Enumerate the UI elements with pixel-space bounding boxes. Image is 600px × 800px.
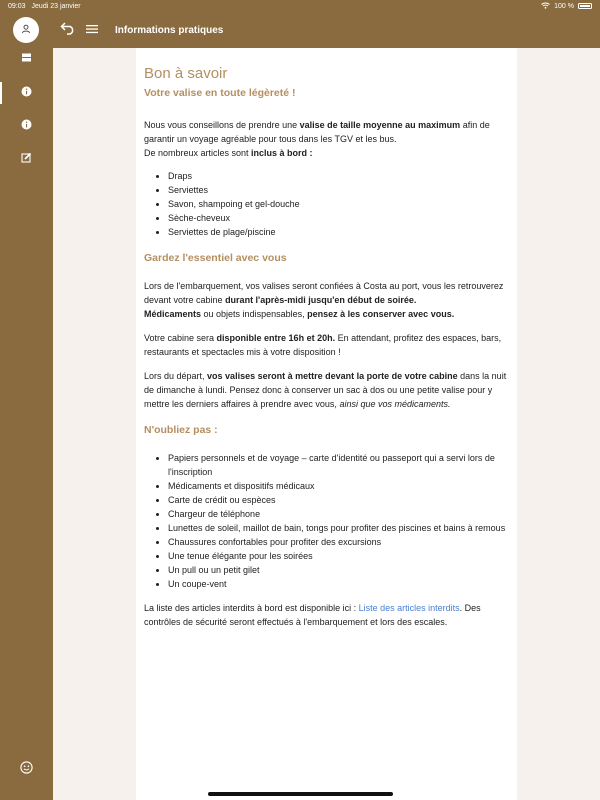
smiley-icon — [20, 761, 33, 779]
status-bar — [0, 0, 600, 12]
bold-text: pensez à les conserver avec vous. — [307, 309, 455, 319]
paragraph-cabine — [144, 331, 509, 359]
bold-text: Médicaments — [144, 309, 202, 319]
forbidden-items-link[interactable]: Liste des articles interdits — [358, 603, 460, 613]
sidebar-item-info-active[interactable] — [18, 85, 34, 101]
list-item: • Chargeur de téléphone — [168, 507, 509, 521]
list-item: • Sèche-cheveux — [168, 211, 509, 225]
text-span: De nombreux articles sont — [144, 148, 252, 158]
back-button[interactable] — [58, 20, 78, 40]
sidebar-item-layers[interactable] — [18, 51, 34, 67]
sidebar-item-edit[interactable] — [18, 151, 34, 167]
layers-icon — [21, 50, 32, 68]
list-item: • Lunettes de soleil, maillot de bain, tongs pour profiter des piscines et bains à remous — [168, 521, 509, 535]
info-icon — [21, 84, 32, 102]
top-bar — [53, 12, 600, 48]
list-item: • Un pull ou un petit gilet — [168, 563, 509, 577]
hamburger-icon — [86, 21, 98, 39]
page-title: Informations pratiques — [115, 24, 224, 36]
bold-text: disponible entre 16h et 20h. — [216, 333, 336, 343]
text-span: Nous vous conseillons de prendre une — [144, 120, 300, 130]
article-title: Bon à savoir — [144, 65, 228, 82]
bold-text: durant l'après-midi jusqu'en début de soirée. — [225, 295, 417, 305]
paragraph-embarquement — [144, 279, 509, 321]
status-time: 09:03 — [8, 2, 26, 10]
status-date: Jeudi 23 janvier — [31, 2, 81, 10]
paragraph-interdits — [144, 601, 509, 629]
section-heading-essentiel: Gardez l'essentiel avec vous — [144, 252, 287, 264]
paragraph-depart — [144, 369, 509, 411]
menu-button[interactable] — [84, 22, 100, 38]
battery-icon — [578, 3, 592, 9]
info-icon — [21, 117, 32, 135]
active-indicator — [0, 82, 2, 104]
list-item: • Une tenue élégante pour les soirées — [168, 549, 509, 563]
list-item: • Carte de crédit ou espèces — [168, 493, 509, 507]
section-heading-oubliez: N'oubliez pas : — [144, 424, 218, 436]
checklist — [144, 451, 509, 591]
home-indicator[interactable] — [208, 792, 393, 796]
battery-level: 100 % — [554, 2, 574, 10]
sidebar — [0, 0, 53, 800]
user-icon — [21, 21, 31, 39]
text-span: Votre cabine sera — [144, 333, 217, 343]
bold-text: vos valises seront à mettre devant la porte de votre cabine — [207, 371, 458, 381]
text-span: afin de garantir un voyage agréable pour tous dans les TGV et les bus. — [144, 120, 490, 144]
back-arrow-icon — [60, 21, 76, 40]
list-item: • Savon, shampoing et gel-douche — [168, 197, 509, 211]
list-item: • Serviettes de plage/piscine — [168, 225, 509, 239]
text-span: dans la nuit de dimanche à lundi. Pensez donc à conserver un sac à dos ou une petite valise pour y mettre les derniers affaires à prendre avec vous, — [144, 371, 507, 409]
edit-icon — [21, 150, 32, 168]
sidebar-item-info[interactable] — [18, 118, 34, 134]
text-span: La liste des articles interdits à bord est disponible ici : — [144, 603, 359, 613]
text-span: ou objets indispensables, — [201, 309, 308, 319]
bold-text: valise de taille moyenne au maximum — [299, 120, 461, 130]
text-span: Lors de l'embarquement, vos valises seront confiées à Costa au port, vous les retrouverez devant votre cabine — [144, 281, 504, 305]
list-item: • Draps — [168, 169, 509, 183]
section-heading-valise: Votre valise en toute légèreté ! — [144, 87, 296, 99]
wifi-icon — [541, 2, 550, 11]
user-avatar-button[interactable] — [13, 17, 39, 43]
list-item: • Médicaments et dispositifs médicaux — [168, 479, 509, 493]
included-items-list — [144, 169, 509, 239]
list-item: • Chaussures confortables pour profiter des excursions — [168, 535, 509, 549]
text-span: . Des contrôles de sécurité seront effectués à l'embarquement et lors des escales. — [144, 603, 481, 627]
italic-text: ainsi que vos médicaments. — [339, 399, 451, 409]
list-item: • Papiers personnels et de voyage – carte d'identité ou passeport qui a servi lors de l'inscription — [168, 451, 509, 479]
sidebar-item-feedback[interactable] — [18, 762, 34, 778]
paragraph-valise — [144, 118, 509, 160]
text-span: En attendant, profitez des espaces, bars, restaurants et spectacles mis à votre disposition ! — [144, 333, 502, 357]
bold-text: inclus à bord : — [251, 148, 313, 158]
list-item: • Un coupe-vent — [168, 577, 509, 591]
list-item: • Serviettes — [168, 183, 509, 197]
text-span: Lors du départ, — [144, 371, 208, 381]
article-content — [136, 48, 517, 800]
